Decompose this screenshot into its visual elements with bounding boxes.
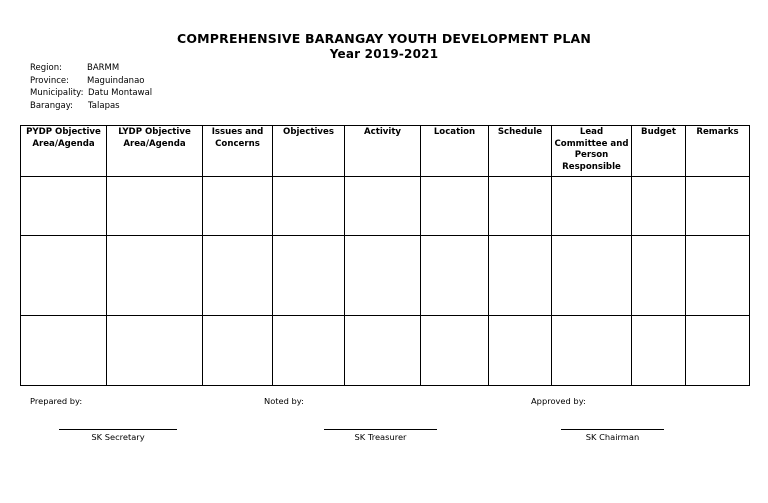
table-cell — [421, 177, 489, 236]
table-cell — [273, 316, 345, 386]
table-cell — [632, 177, 686, 236]
info-label: Municipality: — [30, 88, 84, 98]
table-cell — [686, 177, 750, 236]
prepared-signature-line — [59, 429, 177, 430]
column-header: Location — [421, 126, 489, 177]
column-header: LYDP Objective Area/Agenda — [107, 126, 203, 177]
noted-signature-line — [324, 429, 437, 430]
document-subtitle: Year 2019-2021 — [329, 47, 439, 61]
table-cell — [21, 177, 107, 236]
table-cell — [632, 316, 686, 386]
info-value: Datu Montawal — [88, 88, 153, 98]
info-value: BARMM — [87, 63, 120, 73]
info-row-municipality — [30, 87, 152, 100]
table-header-row — [21, 126, 750, 177]
info-label: Province: — [30, 75, 70, 86]
table-cell — [686, 236, 750, 316]
table-cell — [632, 236, 686, 316]
table-cell — [552, 236, 632, 316]
table-cell — [273, 236, 345, 316]
info-label: Region: — [30, 63, 62, 73]
table-row — [21, 177, 750, 236]
column-header: Issues and Concerns — [203, 126, 273, 177]
sk-chairman-role: SK Chairman — [585, 432, 640, 442]
sk-treasurer-role: SK Treasurer — [354, 432, 407, 442]
table-cell — [21, 236, 107, 316]
table-cell — [345, 316, 421, 386]
info-row-barangay — [30, 100, 152, 113]
column-header: Objectives — [273, 126, 345, 177]
info-value: Talapas — [88, 100, 120, 111]
info-label: Barangay: — [30, 100, 74, 111]
column-header: Lead Committee and Person Responsible — [552, 126, 632, 177]
table-cell — [686, 316, 750, 386]
table-cell — [421, 316, 489, 386]
table-cell — [203, 316, 273, 386]
column-header: Schedule — [489, 126, 552, 177]
table-cell — [203, 177, 273, 236]
table-cell — [489, 316, 552, 386]
table-cell — [345, 177, 421, 236]
document-title: COMPREHENSIVE BARANGAY YOUTH DEVELOPMENT PLAN — [176, 31, 592, 46]
table-cell — [107, 177, 203, 236]
table-cell — [21, 316, 107, 386]
table-cell — [345, 236, 421, 316]
info-row-province — [30, 75, 152, 88]
table-cell — [489, 236, 552, 316]
table-cell — [421, 236, 489, 316]
prepared-by-label: Prepared by: — [30, 396, 83, 406]
table-cell — [273, 177, 345, 236]
table-row — [21, 236, 750, 316]
table-cell — [203, 236, 273, 316]
approved-signature-line — [561, 429, 664, 430]
column-header: Budget — [632, 126, 686, 177]
column-header: Remarks — [686, 126, 750, 177]
table-cell — [107, 236, 203, 316]
info-row-region — [30, 62, 152, 75]
location-info — [30, 62, 152, 112]
table-row — [21, 316, 750, 386]
info-value: Maguindanao — [87, 75, 145, 86]
table-cell — [107, 316, 203, 386]
development-plan-table — [20, 125, 750, 386]
approved-by-label: Approved by: — [531, 396, 586, 406]
column-header: PYDP Objective Area/Agenda — [21, 126, 107, 177]
column-header: Activity — [345, 126, 421, 177]
table-cell — [552, 177, 632, 236]
noted-by-label: Noted by: — [264, 396, 304, 406]
table-cell — [489, 177, 552, 236]
table-cell — [552, 316, 632, 386]
sk-secretary-role: SK Secretary — [91, 432, 145, 442]
